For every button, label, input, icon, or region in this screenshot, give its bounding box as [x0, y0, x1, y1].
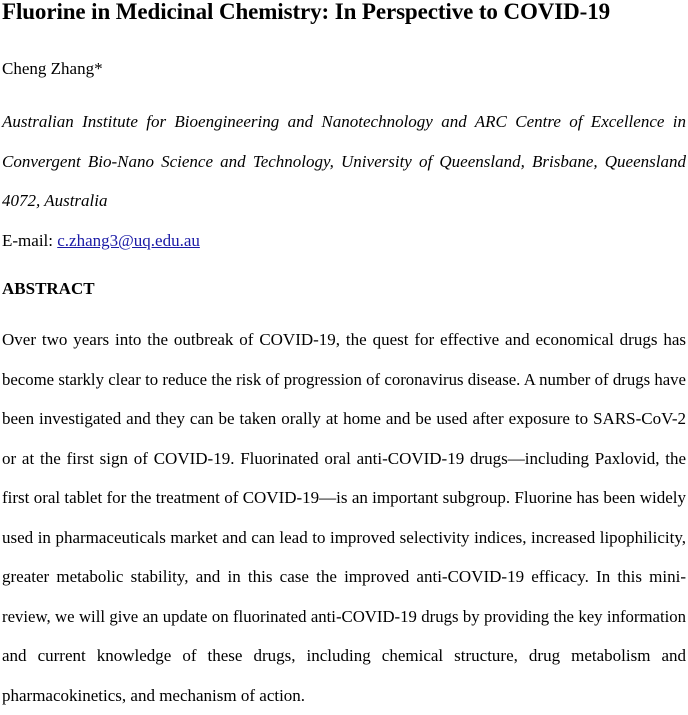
abstract-line: review, we will give an update on fluorinated anti-COVID-19 drugs by providing the key information: [2, 597, 686, 637]
abstract-line: or at the first sign of COVID-19. Fluorinated oral anti-COVID-19 drugs—including Paxlovid, the: [2, 439, 686, 479]
paper-title: Fluorine in Medicinal Chemistry: In Perspective to COVID-19: [2, 0, 610, 26]
affiliation-line: 4072, Australia: [2, 181, 686, 221]
affiliation-line: Australian Institute for Bioengineering and Nanotechnology and ARC Centre of Excellence in: [2, 102, 686, 142]
email-link[interactable]: c.zhang3@uq.edu.au: [57, 231, 200, 250]
abstract-line: become starkly clear to reduce the risk of progression of coronavirus disease. A number of drugs have: [2, 360, 686, 400]
abstract-heading: ABSTRACT: [2, 278, 95, 300]
abstract-line: first oral tablet for the treatment of COVID-19—is an important subgroup. Fluorine has been widely: [2, 478, 686, 518]
abstract-line: and current knowledge of these drugs, including chemical structure, drug metabolism and: [2, 636, 686, 676]
email-line: [2, 230, 200, 252]
abstract-line: used in pharmaceuticals market and can lead to improved selectivity indices, increased lipophilicity,: [2, 518, 686, 558]
abstract-line: been investigated and they can be taken orally at home and be used after exposure to SARS-CoV-2: [2, 399, 686, 439]
abstract-body: [2, 320, 686, 715]
abstract-line: Over two years into the outbreak of COVID-19, the quest for effective and economical drugs has: [2, 320, 686, 360]
abstract-line: pharmacokinetics, and mechanism of action.: [2, 676, 686, 715]
email-label: E-mail:: [2, 231, 53, 250]
affiliation-line: Convergent Bio-Nano Science and Technology, University of Queensland, Brisbane, Queensland: [2, 142, 686, 182]
author-name: Cheng Zhang*: [2, 58, 103, 80]
affiliation: [2, 102, 686, 221]
abstract-line: greater metabolic stability, and in this case the improved anti-COVID-19 efficacy. In this mini-: [2, 557, 686, 597]
